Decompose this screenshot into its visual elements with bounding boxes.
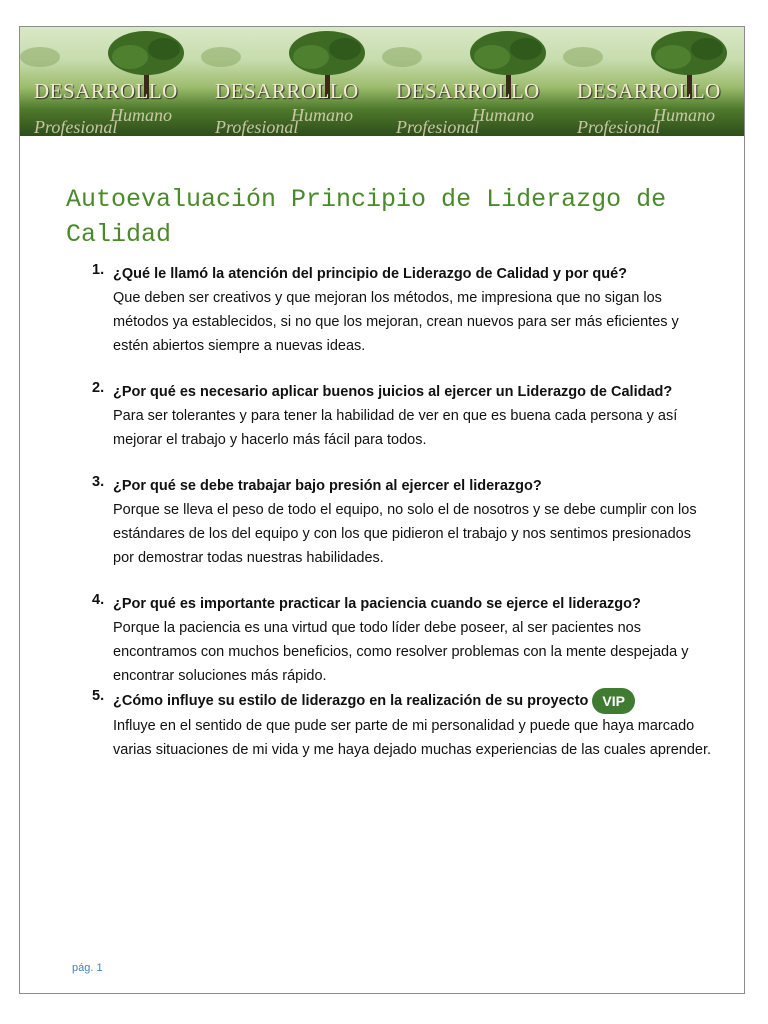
- banner-text-desarrollo: DESARROLLO: [34, 79, 178, 103]
- answer-text: Que deben ser creativos y que mejoran los métodos, me impresiona que no sigan los métodos ya establecidos, si no que los mejoran, crean nuevos para ser más eficientes y estén abiertos siempre a nuevas ideas.: [113, 290, 679, 354]
- question-number: 5.: [92, 688, 105, 704]
- question-number: 1.: [92, 262, 105, 278]
- question-item: [92, 380, 712, 452]
- banner-text-desarrollo: DESARROLLO: [215, 79, 359, 103]
- question-text: ¿Cómo influye su estilo de liderazgo en la realización de su proyecto: [113, 692, 589, 709]
- banner-text-profesional: Profesional: [577, 117, 661, 136]
- question-number: 3.: [92, 474, 105, 490]
- banner-text-profesional: Profesional: [396, 117, 480, 136]
- spacer: [92, 358, 712, 380]
- question-number: 2.: [92, 380, 105, 396]
- document-title: Autoevaluación Principio de Liderazgo de Calidad: [66, 185, 667, 249]
- question-text: ¿Qué le llamó la atención del principio de Liderazgo de Calidad y por qué?: [113, 266, 628, 282]
- banner-text-desarrollo: DESARROLLO: [396, 79, 540, 103]
- banner-tile: [20, 27, 201, 136]
- question-number: 4.: [92, 592, 105, 608]
- banner-text-humano: Humano: [653, 105, 715, 125]
- question-list: [92, 262, 712, 762]
- question-text: ¿Por qué se debe trabajar bajo presión al ejercer el liderazgo?: [113, 478, 542, 494]
- question-text: ¿Por qué es necesario aplicar buenos juicios al ejercer un Liderazgo de Calidad?: [113, 384, 673, 400]
- banner-tile: [201, 27, 382, 136]
- answer-text: Porque la paciencia es una virtud que todo líder debe poseer, al ser pacientes nos encontramos con muchos beneficios, como resolver problemas con la mente despejada y encontrar soluciones más rápido.: [113, 620, 689, 684]
- banner-tile: [382, 27, 563, 136]
- document-page: [19, 26, 745, 994]
- page-number: pág. 1: [72, 962, 103, 974]
- header-banner: [20, 27, 744, 136]
- spacer: [92, 452, 712, 474]
- spacer: [92, 570, 712, 592]
- question-item: [92, 262, 712, 358]
- question-item: [92, 474, 712, 570]
- question-text: ¿Por qué es importante practicar la paciencia cuando se ejerce el liderazgo?: [113, 596, 641, 612]
- banner-text-humano: Humano: [291, 105, 353, 125]
- banner-text-humano: Humano: [110, 105, 172, 125]
- vip-badge[interactable]: VIP: [592, 688, 635, 714]
- answer-text: Influye en el sentido de que pude ser parte de mi personalidad y puede que haya marcado varias situaciones de mi vida y me haya dejado muchas experiencias de las cuales aprender.: [113, 718, 712, 758]
- question-item: [92, 592, 712, 688]
- banner-text-profesional: Profesional: [215, 117, 299, 136]
- question-text-row: [113, 688, 712, 714]
- banner-text-desarrollo: DESARROLLO: [577, 79, 721, 103]
- banner-text-profesional: Profesional: [34, 117, 118, 136]
- answer-text: Para ser tolerantes y para tener la habilidad de ver en que es buena cada persona y así mejorar el trabajo y hacerlo más fácil para todos.: [113, 408, 678, 448]
- answer-text: Porque se lleva el peso de todo el equipo, no solo el de nosotros y se debe cumplir con los estándares de los del equipo y con los que pidieron el trabajo y nos sentimos presionados por demostrar todas nuestras habilidades.: [113, 502, 697, 566]
- banner-tile: [563, 27, 744, 136]
- question-item: [92, 688, 712, 762]
- banner-text-humano: Humano: [472, 105, 534, 125]
